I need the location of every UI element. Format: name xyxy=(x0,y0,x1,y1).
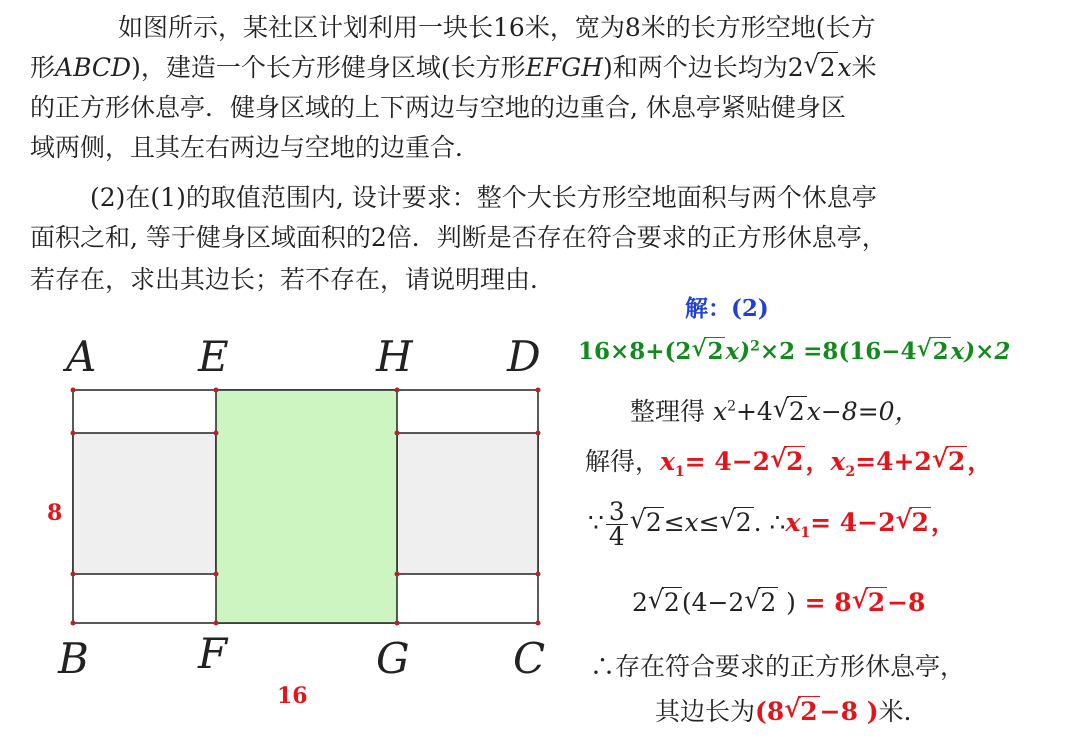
label-e: E xyxy=(198,332,229,381)
label-h: H xyxy=(376,332,413,381)
point-e-mid xyxy=(214,431,219,436)
label-c: C xyxy=(513,634,546,683)
equation-7: 其边长为(8 √ 2−8 )米. xyxy=(655,694,912,726)
point-h-mid xyxy=(395,431,400,436)
equation-3: 解得，$x_1= 4-2$ √ 2，$x_2=4+2$ √ 2， xyxy=(585,444,993,480)
label-f: F xyxy=(198,629,228,678)
problem-line-1: 如图所示，某社区计划利用一块长16米，宽为8米的长方形空地(长方 xyxy=(118,13,876,42)
point-g xyxy=(395,621,400,626)
point-g-mid xyxy=(395,572,400,577)
label-b: B xyxy=(58,634,89,683)
point-e xyxy=(214,388,219,393)
equation-4: ∵ $\frac{3}{4}$ √ 2≤x≤ √ 2. $\therefore x_1= 4-2$ √ 2， xyxy=(588,497,956,551)
problem-line-4: 域两侧，且其左右两边与空地的边重合． xyxy=(30,133,481,162)
left-pavilion xyxy=(73,433,216,574)
fitness-area-efgh xyxy=(216,390,397,623)
right-pavilion xyxy=(397,433,538,574)
point-c xyxy=(536,621,541,626)
solution-header: 解：(2) xyxy=(685,295,769,322)
width-label: 16 xyxy=(277,683,308,709)
problem-line-7: 若存在，求出其边长；若不存在，请说明理由． xyxy=(30,265,556,294)
label-d: D xyxy=(507,332,541,381)
problem-line-3: 的正方形休息亭．健身区域的上下两边与空地的边重合, 休息亭紧贴健身区 xyxy=(30,93,846,122)
equation-6: ∴存在符合要求的正方形休息亭， xyxy=(590,652,966,681)
point-left-bottom xyxy=(71,572,76,577)
point-b xyxy=(71,621,76,626)
point-h xyxy=(395,388,400,393)
height-label: 8 xyxy=(47,500,63,526)
equation-5: 2 √ 2(4−2 √ 2 ) = 8 √ 2−8 xyxy=(632,585,926,617)
label-a: A xyxy=(66,332,97,381)
rectangle-figure xyxy=(20,325,580,745)
problem-line-6: 面积之和, 等于健身区域面积的2倍．判断是否存在符合要求的正方形休息亭， xyxy=(30,223,887,252)
equation-2: 整理得 $x^2+4$ √ 2x−8=0， xyxy=(630,394,920,426)
point-left-top xyxy=(71,431,76,436)
point-f-mid xyxy=(214,572,219,577)
point-f xyxy=(214,621,219,626)
point-right-bottom xyxy=(536,572,541,577)
problem-line-2: 形ABCD)，建造一个长方形健身区域(长方形EFGH)和两个边长均为2 √ 2x米 xyxy=(30,50,877,82)
label-g: G xyxy=(376,634,410,683)
point-right-top xyxy=(536,431,541,436)
problem-line-5: (2)在(1)的取值范围内, 设计要求：整个大长方形空地面积与两个休息亭 xyxy=(90,183,877,212)
point-d xyxy=(536,388,541,393)
equation-1: 16×8+(2 √ 2x)$^2$×2 =8(16−4 √ 2x)×2 xyxy=(578,335,1011,365)
point-a xyxy=(71,388,76,393)
problem-text xyxy=(30,8,1060,298)
